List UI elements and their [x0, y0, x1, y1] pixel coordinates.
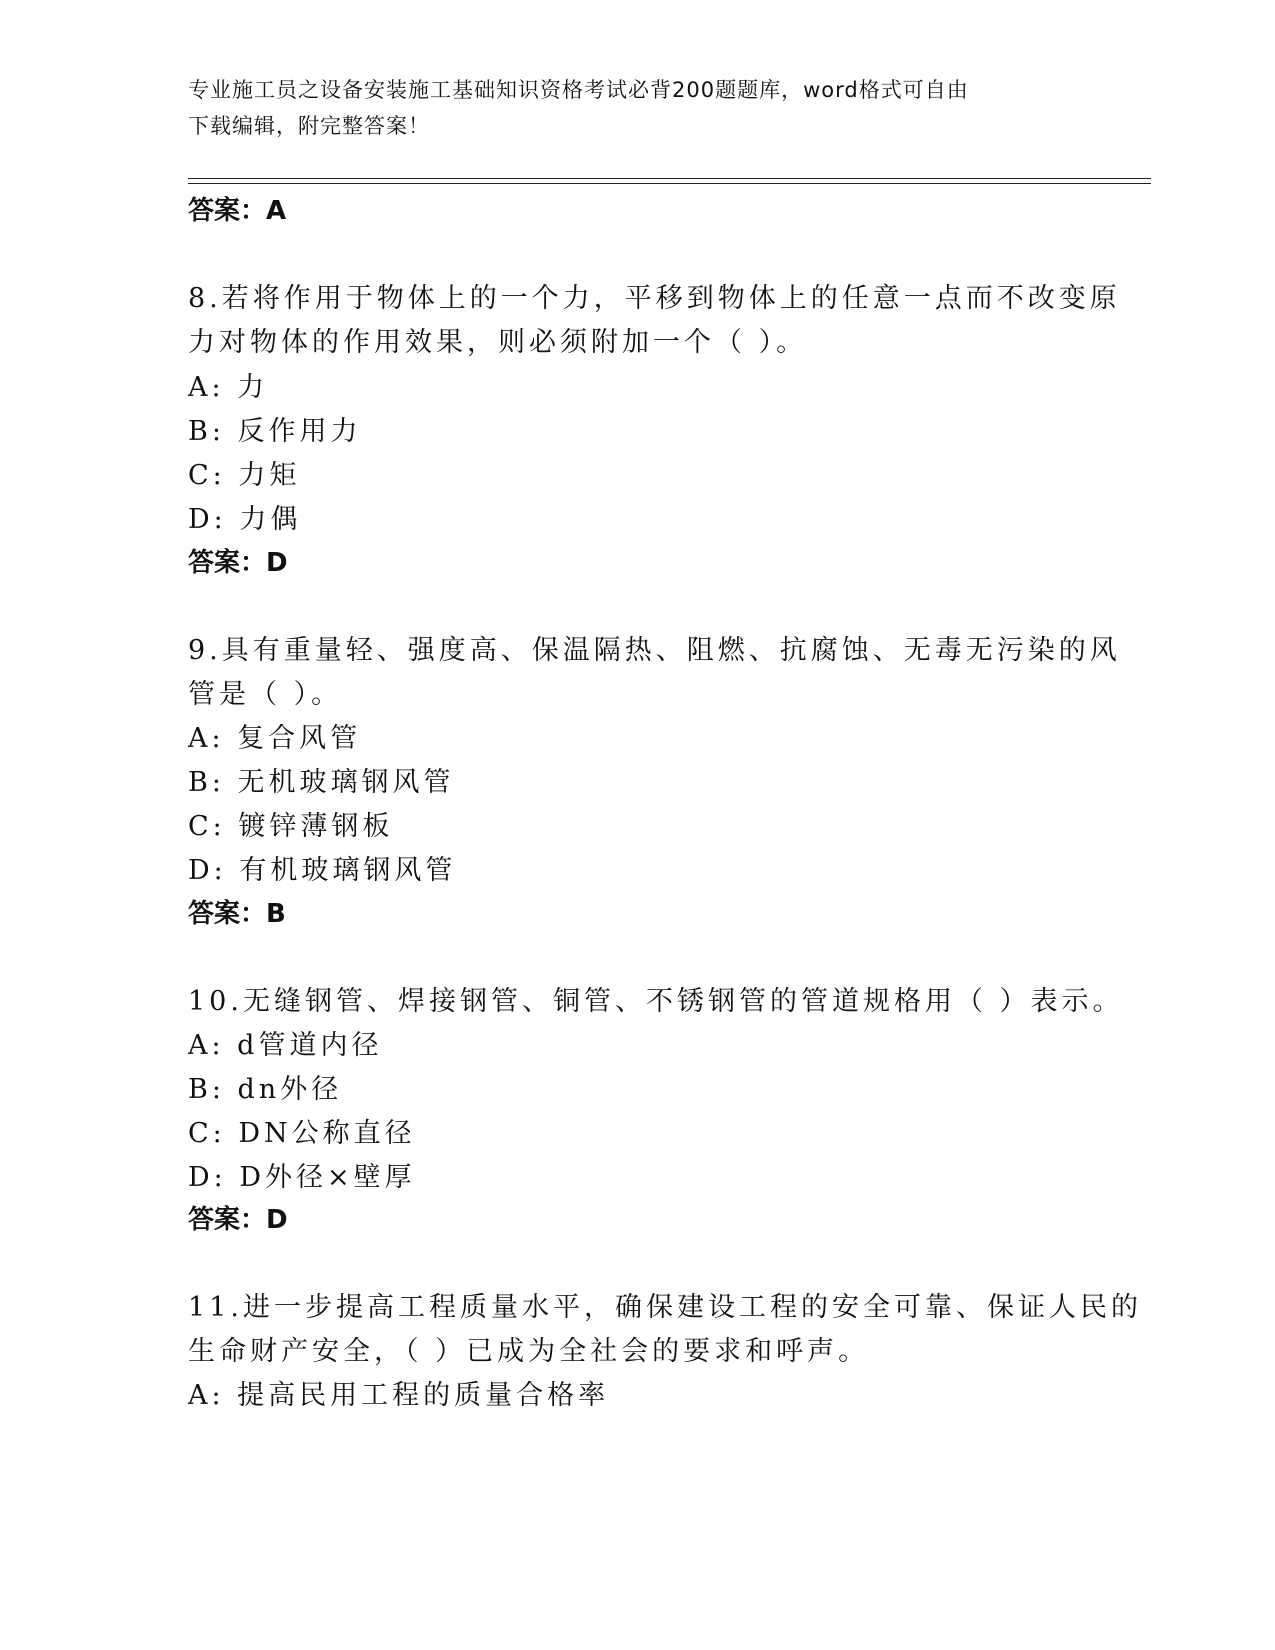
header-divider-top: [188, 178, 1151, 179]
question-9-answer: 答案：B: [188, 899, 286, 929]
question-10-line-1: 10.无缝钢管、焊接钢管、铜管、不锈钢管的管道规格用（ ）表示。: [188, 986, 1124, 1017]
question-9-line-2: 管是（ ）。: [188, 679, 343, 710]
question-11-line-2: 生命财产安全，（ ）已成为全社会的要求和呼声。: [188, 1336, 870, 1367]
question-8-line-2: 力对物体的作用效果，则必须附加一个（ ）。: [188, 327, 808, 358]
question-10-option-a: A: d管道内径: [188, 1030, 383, 1061]
question-9-option-b: B: 无机玻璃钢风管: [188, 767, 455, 798]
document-header: [188, 72, 1068, 144]
header-line-1: 专业施工员之设备安装施工基础知识资格考试必背200题题库，word格式可自由: [188, 78, 969, 102]
question-9-option-c: C: 镀锌薄钢板: [188, 811, 394, 842]
question-8-answer: 答案：D: [188, 548, 288, 578]
question-8-option-d: D: 力偶: [188, 504, 302, 535]
header-line-2: 下载编辑，附完整答案！: [188, 114, 430, 138]
question-10-option-b: B: dn外径: [188, 1074, 343, 1105]
header-divider-bottom: [188, 183, 1151, 184]
question-8-option-b: B: 反作用力: [188, 416, 362, 447]
question-10-answer: 答案：D: [188, 1205, 288, 1235]
question-10-option-c: C: DN公称直径: [188, 1118, 416, 1149]
question-9-option-a: A: 复合风管: [188, 723, 362, 754]
question-10-option-d: D: D外径×壁厚: [188, 1162, 416, 1193]
question-8-option-a: A: 力: [188, 372, 269, 403]
question-11-line-1: 11.进一步提高工程质量水平，确保建设工程的安全可靠、保证人民的: [188, 1292, 1142, 1323]
question-11-option-a: A: 提高民用工程的质量合格率: [188, 1380, 610, 1411]
question-8-line-1: 8.若将作用于物体上的一个力，平移到物体上的任意一点而不改变原: [188, 283, 1121, 314]
question-9-option-d: D: 有机玻璃钢风管: [188, 855, 457, 886]
previous-answer: 答案：A: [188, 196, 287, 226]
question-9-line-1: 9.具有重量轻、强度高、保温隔热、阻燃、抗腐蚀、无毒无污染的风: [188, 635, 1121, 666]
question-8-option-c: C: 力矩: [188, 460, 301, 491]
